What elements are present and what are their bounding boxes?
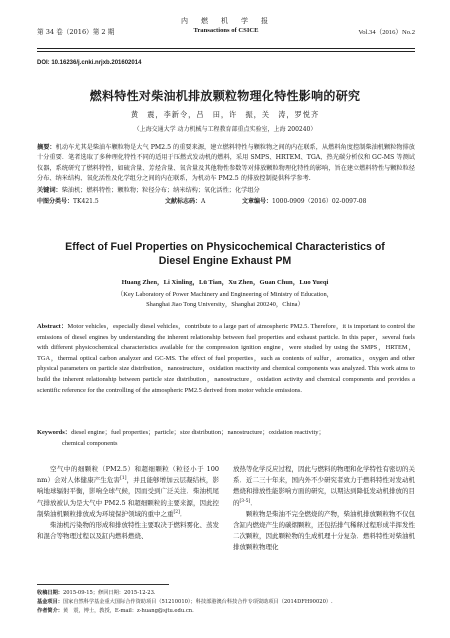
body-paragraph [233,464,415,509]
clc-label: 中图分类号： [37,198,74,205]
header-rule-thick [37,48,415,49]
doi[interactable]: DOI: 10.16236/j.cnki.nrjxb.201602014 [37,60,142,66]
footnote-label: 基金项目： [37,599,63,605]
footnote-text: 国家自然科学基金重大国际合作资助项目（51210010）；科技部港澳台科技合作专项资助项目（2014DFH90020）. [62,599,333,605]
classification-cn [37,196,415,205]
body-paragraph: 柴油机污染物的形成和排放特性主要取决于燃料雾化、蒸发和混合等物理过程以及缸内燃料燃烧、 [37,521,219,541]
keywords-en-text: diesel engine；fuel properties；particle；size distribution；nanostructure；oxidation reactivity； [71,429,325,436]
keywords-en-label: Keywords： [37,429,72,436]
abstract-cn [37,143,415,184]
code-label: 文献标志码： [165,198,202,205]
body-paragraph: 颗粒物是柴油不完全燃烧的产物，柴油机排放颗粒物不仅包含缸内燃烧产生的碳烟颗粒，还包括排气稀释过程形成半挥发性二次颗粒，因此颗粒物的生成机理十分复杂．燃料特性对柴油机排放颗粒物理化 [233,509,415,552]
footnote-label: 收稿日期： [37,590,63,596]
article-value: 1000-0909（2016）02-0097-08 [272,198,367,205]
footnote-funding [37,598,415,606]
body-text: ． [250,498,257,507]
keywords-en-text-cont: chemical components [62,439,118,447]
citation[interactable]: [2] [173,509,180,515]
body-paragraph [37,464,219,520]
footnote-text: 2015-09-15；修回日期：2015-12-23. [62,590,156,596]
title-en-line2: Diesel Engine Exhaust PM [158,255,292,267]
keywords-cn [37,186,415,196]
citation[interactable]: [3-5] [239,498,251,504]
title-cn: 燃料特性对柴油机排放颗粒物理化特性影响的研究 [89,89,361,103]
abstract-cn-label: 摘要： [37,144,56,151]
abstract-cn-text: 机动车尤其是柴油车颗粒物是大气 PM2.5 的重要来源，建立燃料特性与颗粒物之间的内在联系，从燃料角度控制柴油机颗粒物排放十分重要．笔者选取了多种理化特性不同的适用于压燃式发动机的燃料，采用 SMPS、HRTEM、TGA、热光碳分析仪和 GC-MS 等测试仪器，系统研究了燃料特性，如硫含量、芳烃含量、氧含量及其他物性参数等对排放颗粒物理化特性的影响，旨在建立燃料特性与颗粒粒径分布、纳米结构、氧化活性及化学组分之间的内在联系，为机动车 PM2.5 的排放控制提供科学参考. [37,144,415,182]
authors-cn: 黄 震，李新令，吕 田，许 振，关 涛，罗悦齐 [130,110,320,119]
header-journal-cn: 内 燃 机 学 报 [181,17,271,25]
footnote-label: 作者简介： [37,608,63,614]
footnote-author [37,607,415,615]
running-header [37,10,415,46]
code-value: A [201,198,206,205]
article-label: 文章编号： [242,198,273,205]
header-volume-en: Vol.34（2016）No.2 [358,29,415,36]
keywords-en [37,428,415,449]
title-en [0,240,450,268]
body-text: ，并且能够增加云层凝结核，影响地球辐射平衡，影响全球气候，因而受到广泛关注．柴油机尾气排放被认为是大气中 PM2.5 和超细颗粒的主要来源，因此控制柴油机颗粒排放成为环境保护领域的重中之重 [37,476,220,518]
citation[interactable]: [1] [120,476,127,482]
footnote-text: 黄 震，博士，教授，E-mail：z-huang@sjtu.edu.cn. [62,608,194,614]
affiliation-en-line2: Shanghai Jiao Tong University，Shanghai 200240，China） [146,300,304,308]
affiliation-en [0,290,450,309]
abstract-en-label: Abstract： [37,323,68,330]
header-journal-en: Transactions of CSICE [193,27,259,34]
body-text: 空气中的细颗粒（PM2.5）和超细颗粒（粒径小于 100 nm）会对人体健康产生危害 [37,465,219,485]
affiliation-en-line1: （Key Laboratory of Power Machinery and Engineering of Ministry of Education， [116,291,334,298]
abstract-en-text: Motor vehicles，especially diesel vehicles，contribute to a large part of atmospheric PM2.5. Therefore，it is important to control the emissions of diesel engines by understanding the inherent relationship between fuel properties and exhaust particle. In this paper，several fuels with different physicochemical characteristics available for the compression ignition engine，were studied by using the SMPS，HRTEM，TGA，thermal optical carbon analyzer and GC-MS. The effect of fuel properties，such as contents of sulfur，aromatics，oxygen and other physical parameters on particle size distribution，nanostructure，oxidation reactivity and chemical components was analyzed. This work aims to build the inherent relationship between particle size distribution，nanostructure，oxidation activity and chemical components and provides a scientific reference for the controlling of the atmospheric PM2.5 derived from motor vehicle emissions. [37,323,416,394]
affiliation-cn: （上海交通大学 动力机械与工程教育部重点实验室，上海 200240） [133,126,317,133]
keywords-cn-label: 关键词： [37,187,62,194]
abstract-en [37,322,415,396]
authors-en: Huang Zhen，Li Xinling，Lü Tian，Xu Zhen，Guan Chun，Luo Yueqi [121,279,329,286]
footnote-rule [37,584,169,585]
body-text: ． [179,509,187,518]
clc-value: TK421.5 [73,198,99,205]
keywords-cn-text: 柴油机；燃料特性；颗粒物；粒径分布；纳米结构；氧化活性；化学组分 [61,187,260,194]
body-column-right [233,464,415,554]
header-volume-cn: 第 34 卷（2016）第 2 期 [37,28,115,36]
title-en-line1: Effect of Fuel Properties on Physicochemical Characteristics of [65,241,385,253]
body-text: 放热等化学反应过程，因此与燃料的物理和化学特性有密切的关系．近二三十年来，国内外不少研究者致力于燃料特性对发动机燃烧和排放性能影响方面的研究，以期达到降低发动机排放的目的 [233,465,415,507]
footnote-received [37,589,415,597]
body-column-left [37,464,219,542]
header-rule-thin [37,51,415,52]
